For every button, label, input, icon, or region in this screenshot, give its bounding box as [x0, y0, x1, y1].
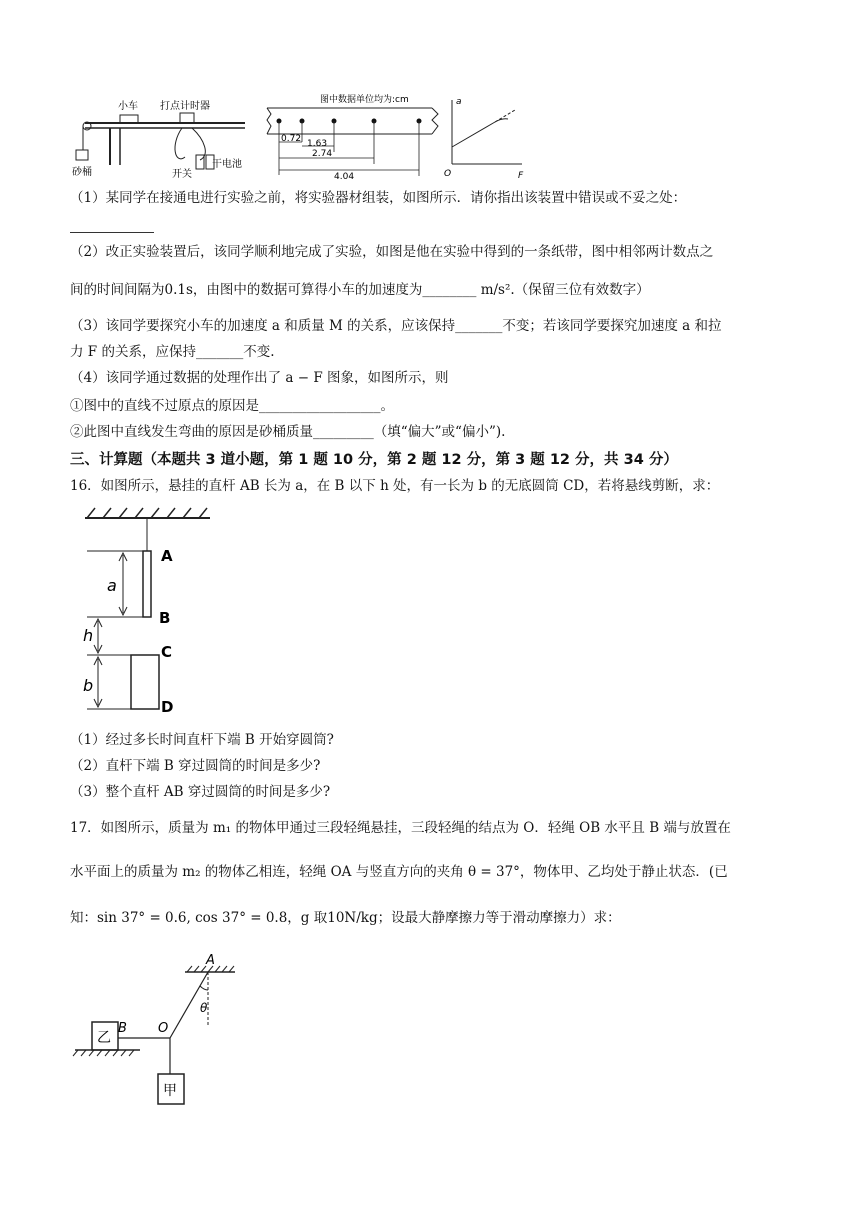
q15-part2-line1: （2）改正实验装置后，该同学顺利地完成了实验，如图是他在实验中得到的一条纸带，图中相邻两计数点之 [70, 244, 714, 260]
label-h: h [83, 626, 94, 645]
label-D: D [161, 698, 174, 713]
graph-y-label: a [456, 97, 462, 107]
q15-part3-line2: 力 F 的关系，应保持_______不变. [70, 344, 275, 360]
knot-label-theta: θ [200, 1001, 208, 1015]
switch-label: 开关 [172, 169, 192, 180]
knot-figure [70, 950, 250, 1110]
bucket-label: 砂桶 [72, 167, 92, 178]
car-label: 小车 [118, 101, 138, 112]
a-f-graph [440, 92, 530, 180]
label-a: a [107, 576, 117, 595]
q16-sub2: （2）直杆下端 B 穿过圆筒的时间是多少? [70, 758, 321, 774]
q15-part4-item2: ②此图中直线发生弯曲的原因是砂桶质量_________（填“偏大”或“偏小”). [70, 424, 506, 440]
block-yi-label: 乙 [97, 1030, 111, 1046]
q16-stem: 16．如图所示，悬挂的直杆 AB 长为 a，在 B 以下 h 处，有一长为 b 的无底圆筒 CD，若将悬线剪断，求： [70, 478, 720, 494]
q15-part4-item1: ①图中的直线不过原点的原因是__________________。 [70, 398, 394, 414]
paper-tape-figure [262, 90, 442, 180]
knot-label-B: B [118, 1021, 127, 1036]
graph-x-label: F [518, 171, 524, 180]
q15-part3-line1: （3）该同学要探究小车的加速度 a 和质量 M 的关系，应该保持_______不变；若该同学要探究加速度 a 和拉 [70, 318, 722, 334]
label-b: b [83, 676, 94, 695]
label-B: B [159, 609, 171, 627]
q16-sub3: （3）整个直杆 AB 穿过圆筒的时间是多少? [70, 784, 331, 800]
q17-line1: 17．如图所示，质量为 m₁ 的物体甲通过三段轻绳悬挂，三段轻绳的结点为 O．轻绳 OB 水平且 B 端与放置在 [70, 820, 731, 836]
q17-line3: 知：sin 37° = 0.6, cos 37° = 0.8，g 取10N/kg；设最大静摩擦力等于滑动摩擦力）求： [70, 910, 621, 926]
tape-d4: 4.04 [334, 172, 355, 180]
timer-label: 打点计时器 [160, 101, 210, 112]
q15-part2-line2: 间的时间间隔为0.1s，由图中的数据可算得小车的加速度为________ m/s².（保留三位有效数字） [70, 282, 650, 298]
apparatus-figure [70, 95, 250, 180]
tape-d3: 2.74 [312, 149, 333, 159]
q15-part4: （4）该同学通过数据的处理作出了 a − F 图象，如图所示，则 [70, 370, 449, 386]
knot-label-O: O [158, 1021, 169, 1036]
tape-unit-note: 图中数据单位均为:cm [320, 95, 409, 105]
q15-part1: （1）某同学在接通电进行实验之前，将实验器材组装，如图所示．请你指出该装置中错误或不妥之处： [70, 190, 687, 206]
section-3-title: 三、计算题（本题共 3 道小题，第 1 题 10 分，第 2 题 12 分，第 3 题 12 分，共 34 分） [70, 452, 678, 468]
label-C: C [161, 643, 173, 661]
block-jia-label: 甲 [163, 1083, 177, 1099]
rod-tube-figure [75, 505, 215, 713]
tape-d1: 0.72 [281, 134, 302, 144]
label-A: A [161, 547, 173, 565]
q17-line2: 水平面上的质量为 m₂ 的物体乙相连，轻绳 OA 与竖直方向的夹角 θ = 37°，物体甲、乙均处于静止状态．(已 [70, 864, 728, 880]
battery-label: 干电池 [212, 159, 242, 170]
knot-label-A: A [206, 953, 215, 968]
tape-d2: 1.63 [307, 139, 328, 149]
q15-part1-answer-line [70, 232, 154, 233]
q16-sub1: （1）经过多长时间直杆下端 B 开始穿圆筒? [70, 732, 334, 748]
graph-origin-label: O [444, 169, 452, 179]
